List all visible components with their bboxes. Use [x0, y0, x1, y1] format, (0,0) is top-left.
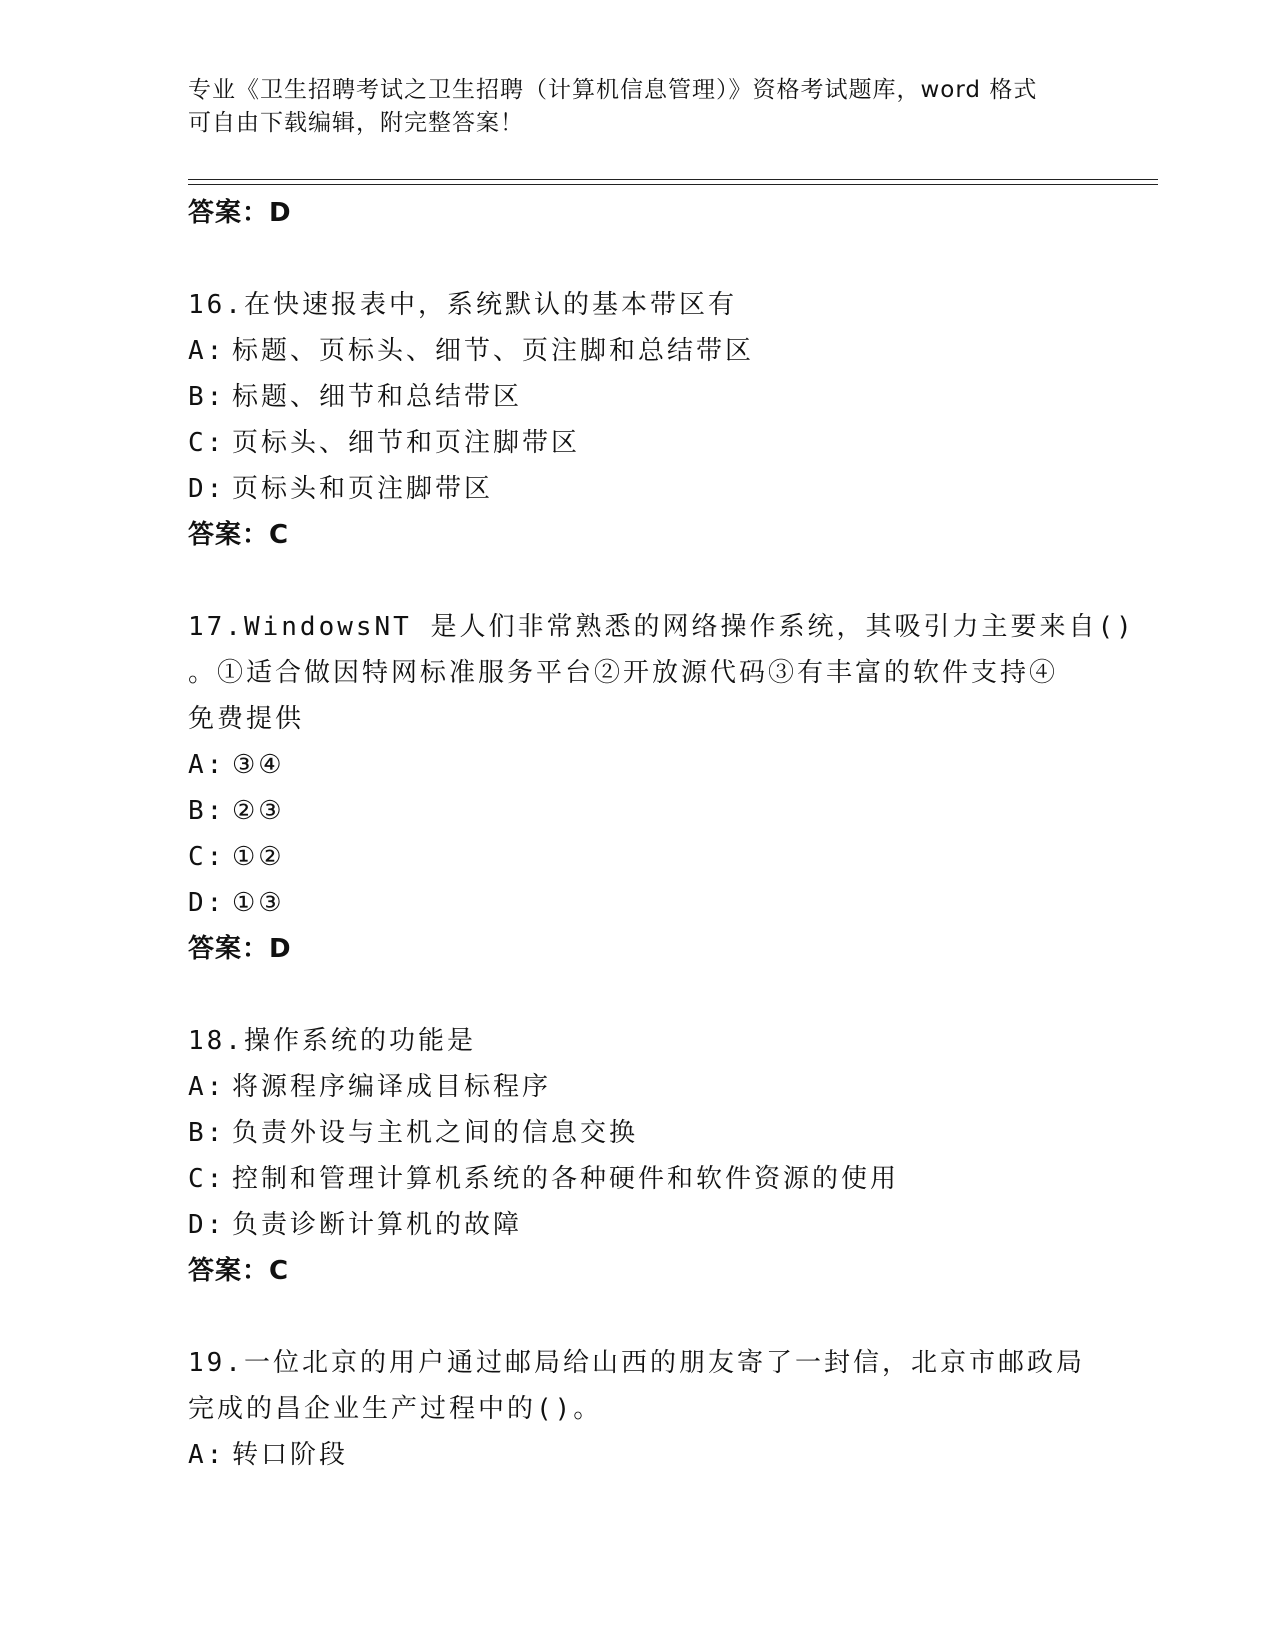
question-18-option-d: [188, 1202, 1088, 1248]
question-17: [188, 604, 1135, 972]
question-18-answer: 答案：C: [188, 1256, 290, 1286]
option-letter: A:: [188, 750, 226, 780]
question-line: 17.WindowsNT 是人们非常熟悉的网络操作系统，其吸引力主要来自(): [188, 612, 1135, 642]
option-text: ①②: [232, 842, 285, 872]
question-18: [188, 1018, 1088, 1294]
question-16-option-a: [188, 328, 1088, 374]
spacer: [188, 558, 1088, 604]
option-text: 转口阶段: [232, 1440, 349, 1470]
spacer: [188, 972, 1088, 1018]
option-letter: D:: [188, 474, 226, 504]
question-17-answer: 答案：D: [188, 934, 292, 964]
question-16-answer: 答案：C: [188, 520, 290, 550]
question-19-text: [188, 1340, 1088, 1432]
option-text: 将源程序编译成目标程序: [232, 1072, 552, 1102]
option-text: 控制和管理计算机系统的各种硬件和软件资源的使用: [232, 1164, 900, 1194]
option-text: ②③: [232, 796, 285, 826]
header-line-1: 专业《卫生招聘考试之卫生招聘（计算机信息管理）》资格考试题库，word 格式: [188, 77, 1038, 103]
document-header: [188, 74, 1068, 140]
question-19: [188, 1340, 1088, 1478]
question-line: 完成的昌企业生产过程中的()。: [188, 1394, 603, 1424]
question-16-option-c: [188, 420, 1088, 466]
header-line-2: 可自由下载编辑，附完整答案！: [188, 110, 524, 136]
option-text: ③④: [232, 750, 285, 780]
option-text: ①③: [232, 888, 285, 918]
option-text: 页标头、细节和页注脚带区: [232, 428, 581, 458]
option-letter: B:: [188, 382, 226, 412]
question-18-option-c: [188, 1156, 1088, 1202]
question-17-option-a: [188, 742, 1088, 788]
question-17-option-d: [188, 880, 1088, 926]
question-16-option-b: [188, 374, 1088, 420]
option-text: 负责外设与主机之间的信息交换: [232, 1118, 639, 1148]
header-divider-bottom: [188, 184, 1158, 185]
spacer: [188, 236, 1088, 282]
option-text: 标题、页标头、细节、页注脚和总结带区: [232, 336, 755, 366]
question-17-option-c: [188, 834, 1088, 880]
question-16-text: [188, 282, 1088, 328]
question-line: 。①适合做因特网标准服务平台②开放源代码③有丰富的软件支持④: [188, 658, 1059, 688]
option-letter: A:: [188, 1440, 226, 1470]
option-letter: C:: [188, 842, 226, 872]
question-line: 16.在快速报表中，系统默认的基本带区有: [188, 290, 737, 320]
question-17-text: [188, 604, 1135, 742]
question-line: 18.操作系统的功能是: [188, 1026, 476, 1056]
option-letter: B:: [188, 796, 226, 826]
option-letter: C:: [188, 1164, 226, 1194]
option-letter: C:: [188, 428, 226, 458]
option-letter: B:: [188, 1118, 226, 1148]
question-18-option-a: [188, 1064, 1088, 1110]
question-18-text: [188, 1018, 1088, 1064]
option-letter: A:: [188, 336, 226, 366]
option-text: 负责诊断计算机的故障: [232, 1210, 523, 1240]
option-text: 页标头和页注脚带区: [232, 474, 494, 504]
question-line: 免费提供: [188, 704, 305, 734]
spacer: [188, 1294, 1088, 1340]
question-17-option-b: [188, 788, 1088, 834]
question-16: [188, 282, 1088, 558]
option-letter: A:: [188, 1072, 226, 1102]
answer-prev: 答案：D: [188, 198, 292, 228]
question-list: [188, 190, 1135, 1478]
option-text: 标题、细节和总结带区: [232, 382, 523, 412]
question-18-option-b: [188, 1110, 1088, 1156]
option-letter: D:: [188, 1210, 226, 1240]
question-line: 19.一位北京的用户通过邮局给山西的朋友寄了一封信，北京市邮政局: [188, 1348, 1085, 1378]
question-16-option-d: [188, 466, 1088, 512]
option-letter: D:: [188, 888, 226, 918]
question-19-option-a: [188, 1432, 1088, 1478]
header-divider-top: [188, 179, 1158, 180]
